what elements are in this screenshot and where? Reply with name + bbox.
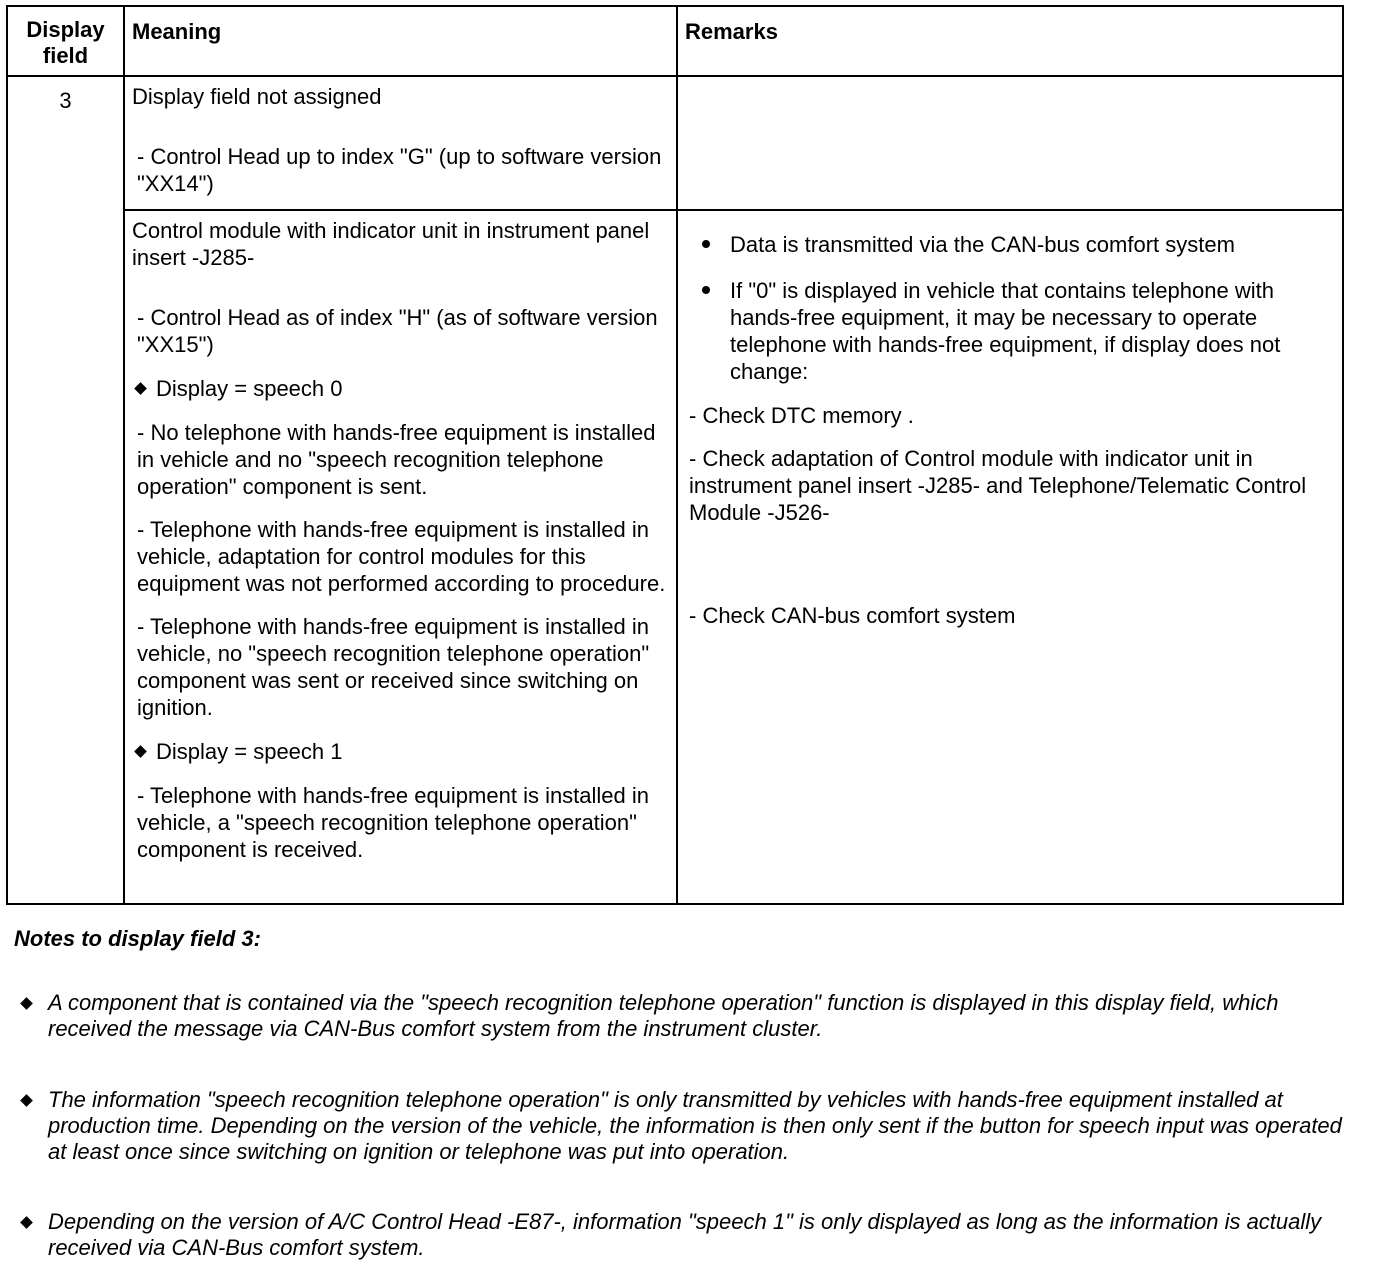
note-item: [14, 1087, 1354, 1165]
display-field-table: [6, 5, 1344, 905]
speech1-item: - Telephone with hands-free equipment is installed in vehicle, a "speech recognition telephone operation" component is received.: [137, 783, 650, 862]
remarks-check: - Check adaptation of Control module with indicator unit in instrument panel insert -J285- and Telephone/Telematic Control Module -J526-: [689, 446, 1307, 525]
remarks-check: - Check CAN-bus comfort system: [689, 603, 1016, 628]
row1-meaning-detail: - Control Head up to index "G" (up to software version "XX14"): [137, 144, 662, 196]
header-remarks: Remarks: [677, 6, 1343, 76]
row2-meaning-detail: - Control Head as of index "H" (as of software version "XX15"): [137, 305, 658, 357]
dot-bullet-icon: [702, 286, 710, 294]
diamond-bullet-icon: [134, 745, 147, 758]
speech0-item: - Telephone with hands-free equipment is installed in vehicle, adaptation for control modules for this equipment was not performed according to procedure.: [137, 517, 666, 596]
diamond-bullet-icon: [20, 1094, 33, 1107]
row2-meaning-title: Control module with indicator unit in instrument panel insert -J285-: [132, 218, 650, 270]
speech1-label: Display = speech 1: [156, 739, 343, 764]
row2-remarks-cell: [677, 210, 1343, 904]
speech1-bullet: [132, 738, 669, 765]
notes-section: [14, 925, 1354, 1261]
row1-remarks-cell: [677, 76, 1343, 210]
remarks-check: - Check DTC memory .: [689, 403, 914, 428]
note-text: A component that is contained via the "speech recognition telephone operation" function is displayed in this display field, which received the message via CAN-Bus comfort system from the instrument cluster.: [48, 990, 1279, 1041]
field-number: 3: [59, 88, 72, 113]
note-text: Depending on the version of A/C Control Head -E87-, information "speech 1" is only displayed as long as the information is actually received via CAN-Bus comfort system.: [48, 1209, 1322, 1260]
row2-meaning-cell: [124, 210, 677, 904]
table-row: [7, 76, 1343, 210]
field-number-cell: [7, 76, 124, 904]
speech0-bullet: [132, 375, 669, 402]
note-item: [14, 1209, 1354, 1261]
note-item: [14, 990, 1354, 1042]
remarks-bullet-text: If "0" is displayed in vehicle that contains telephone with hands-free equipment, it may be necessary to operate telephone with hands-free equipment, if display does not change:: [730, 278, 1281, 384]
header-meaning: Meaning: [124, 6, 677, 76]
row1-meaning-cell: [124, 76, 677, 210]
speech0-item: - Telephone with hands-free equipment is installed in vehicle, no "speech recognition telephone operation" component was sent or received since switching on ignition.: [137, 614, 650, 720]
speech0-label: Display = speech 0: [156, 376, 343, 401]
diamond-bullet-icon: [20, 1216, 33, 1229]
remarks-bullet: [678, 277, 1330, 385]
diamond-bullet-icon: [134, 382, 147, 395]
remarks-bullet: [678, 231, 1330, 258]
table-header-row: [7, 6, 1343, 76]
header-display-field: Display field: [7, 6, 124, 76]
remarks-bullet-text: Data is transmitted via the CAN-bus comfort system: [730, 232, 1235, 257]
dot-bullet-icon: [702, 240, 710, 248]
row1-meaning-title: Display field not assigned: [132, 84, 382, 109]
table-row: [7, 210, 1343, 904]
diamond-bullet-icon: [20, 997, 33, 1010]
speech0-item: - No telephone with hands-free equipment is installed in vehicle and no "speech recognition telephone operation" component is sent.: [137, 420, 656, 499]
note-text: The information "speech recognition telephone operation" is only transmitted by vehicles with hands-free equipment installed at production time. Depending on the version of the vehicle, the information is then only sent if the button for speech input was operated at least once since switching on ignition or telephone was put into operation.: [48, 1087, 1342, 1164]
notes-title: Notes to display field 3:: [14, 926, 261, 951]
